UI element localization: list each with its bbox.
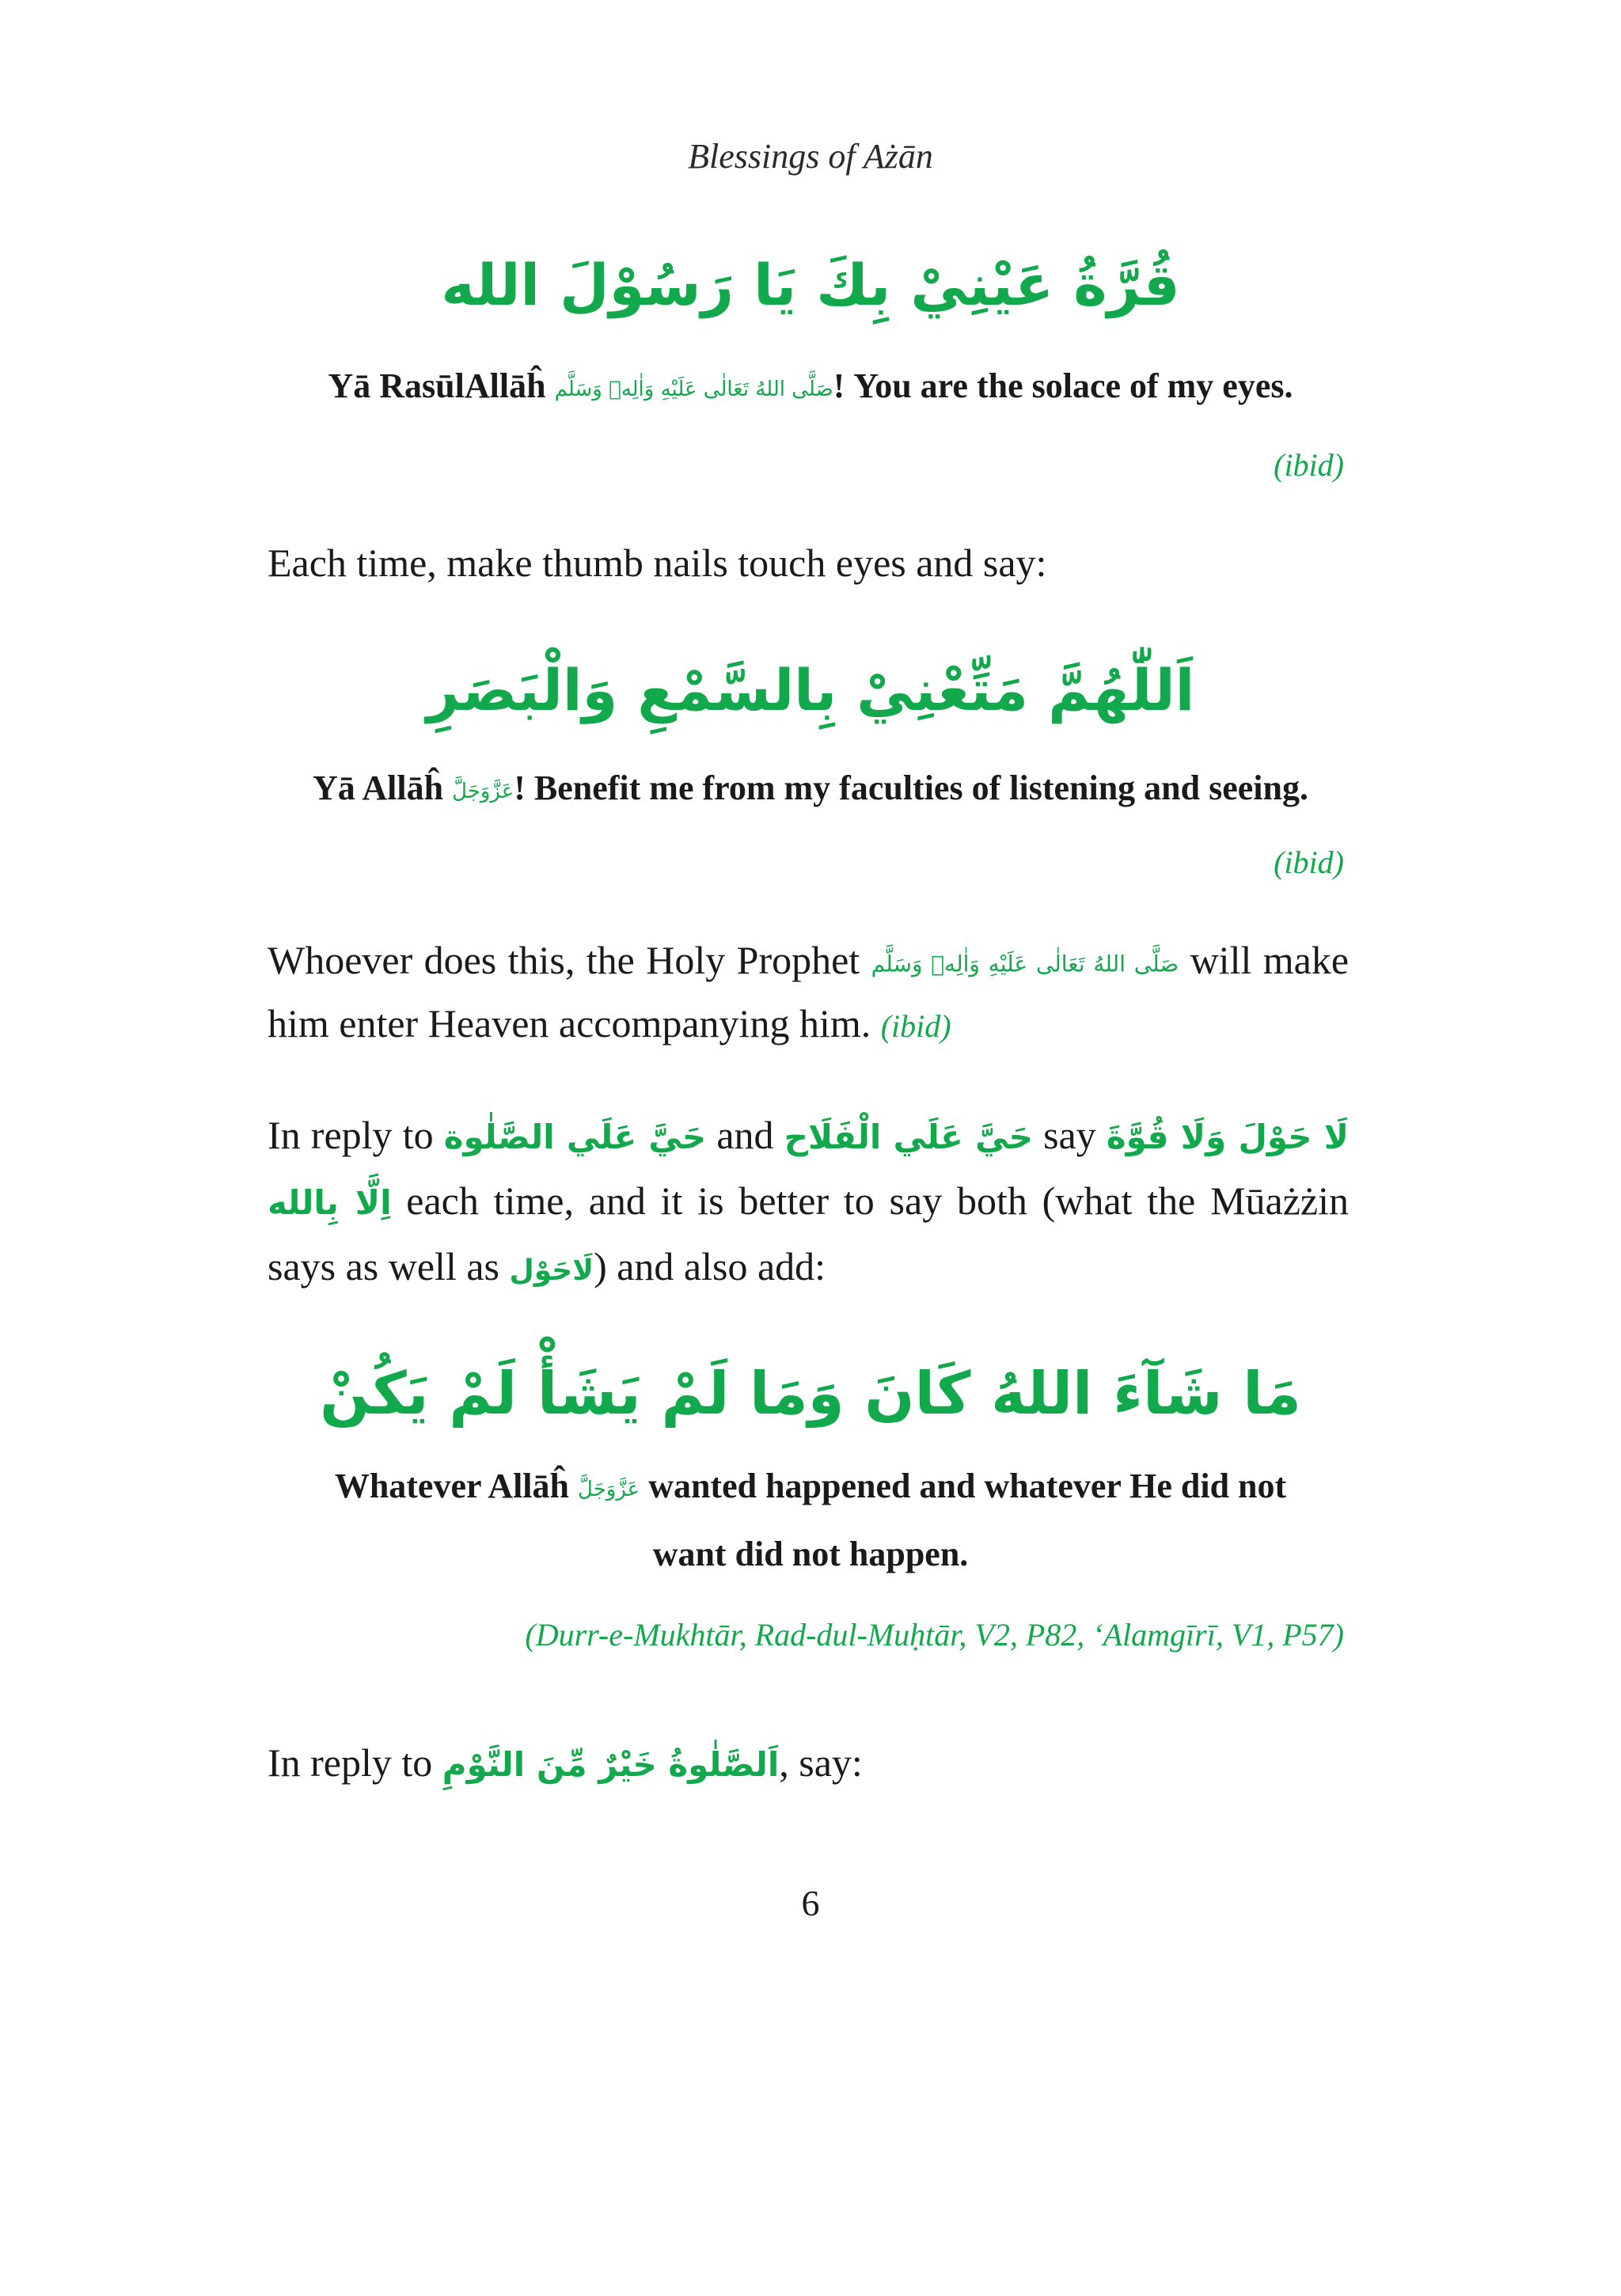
honorific-azza-wa-jal: عَزَّوَجَلَّ: [452, 779, 514, 803]
running-header: Blessings of Ażān: [688, 137, 933, 176]
translation-3-pre: Whatever Allāĥ: [334, 1467, 569, 1505]
paragraph-3-t4: each time, and it is better to say both (what the Mūażżin says as well as: [268, 1178, 1349, 1288]
translation-2-pre: Yā Allāĥ: [313, 768, 444, 807]
paragraph-3-t1: In reply to: [268, 1113, 434, 1157]
citation-durr-e-mukhtar: (Durr-e-Mukhtār, Rad-dul-Muḥtār, V2, P82, ‘Alamgīrī, V1, P57): [525, 1617, 1344, 1653]
arabic-dua-2: اَللّٰهُمَّ مَتِّعْنِيْ بِالسَّمْعِ وَالْبَصَرِ: [426, 657, 1195, 723]
paragraph-4-t1: In reply to: [268, 1740, 433, 1785]
arabic-la-hawla: لَا حَوْلَ وَلَا قُوَّةَ اِلَّا بِالله: [268, 1118, 1350, 1222]
paragraph-3-t3: say: [1043, 1113, 1096, 1157]
honorific-salawat: صَلَّى اللهُ تَعَالٰى عَلَيْهِ وَاٰلِهٖ وَسَلَّم: [554, 377, 833, 401]
translation-3-line-1: [0, 1466, 1621, 1506]
paragraph-4-t2: , say:: [779, 1740, 863, 1785]
arabic-dua-1: قُرَّةُ عَيْنِيْ بِكَ يَا رَسُوْلَ الله: [441, 252, 1180, 318]
paragraph-holy-prophet: [268, 931, 1349, 1056]
translation-1: [0, 366, 1621, 406]
arabic-masha-allah: مَا شَآءَ اللهُ كَانَ وَمَا لَمْ يَشَأْ لَمْ يَكُنْ: [320, 1360, 1301, 1428]
translation-2-post: ! Benefit me from my faculties of listening and seeing.: [514, 768, 1308, 807]
arabic-hayya-alal-falah: حَيَّ عَلَي الْفَلَاح: [784, 1118, 1033, 1156]
paragraph-2-mid: will make him enter Heaven accompanying him.: [268, 938, 1350, 1046]
paragraph-reply-hayya: [268, 1103, 1349, 1303]
translation-3-post: wanted happened and whatever He did not: [648, 1467, 1287, 1505]
translation-1-post: ! You are the solace of my eyes.: [833, 366, 1293, 405]
translation-1-pre: Yā RasūlAllāĥ: [328, 366, 546, 405]
honorific-salawat-inline: صَلَّى اللهُ تَعَالٰى عَلَيْهِ وَاٰلِهٖ وَسَلَّم: [871, 951, 1179, 977]
paragraph-reply-as-salah: [268, 1733, 1349, 1794]
citation-1: (ibid): [1274, 447, 1344, 483]
honorific-azza-wa-jal-2: عَزَّوَجَلَّ: [578, 1477, 640, 1501]
paragraph-thumb-nails: Each time, make thumb nails touch eyes and say:: [268, 541, 1047, 585]
arabic-la-hawl-short: لَاحَوْل: [509, 1254, 594, 1287]
page-number: 6: [801, 1883, 820, 1923]
paragraph-3-t2: and: [716, 1113, 774, 1157]
arabic-hayya-alas-salah: حَيَّ عَلَي الصَّلٰوة: [443, 1118, 707, 1156]
paragraph-3-t5: ) and also add:: [594, 1244, 826, 1288]
paragraph-2-pre: Whoever does this, the Holy Prophet: [268, 938, 860, 982]
citation-inline-ibid: (ibid): [880, 1008, 951, 1044]
translation-3-line-2: want did not happen.: [652, 1535, 969, 1573]
arabic-as-salatu-khairum: اَلصَّلٰوةُ خَيْرٌ مِّنَ النَّوْمِ: [442, 1745, 780, 1784]
citation-2: (ibid): [1274, 844, 1344, 880]
translation-2: [0, 768, 1621, 808]
